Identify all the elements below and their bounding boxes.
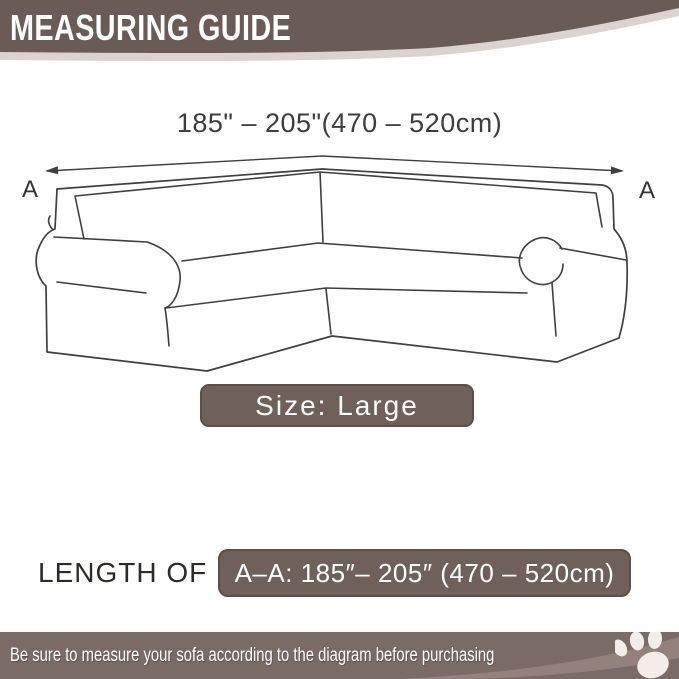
page-title: MEASURING GUIDE (10, 7, 292, 48)
size-badge (200, 384, 474, 427)
length-section (0, 549, 679, 597)
left-end-marker: A (21, 176, 39, 203)
size-badge-label: Size: Large (255, 389, 419, 421)
header-banner (0, 0, 679, 70)
right-end-marker: A (638, 177, 656, 204)
footer-note: Be sure to measure your sofa according to the diagram before purchasing (10, 645, 495, 666)
footer-banner (0, 632, 679, 679)
corner-sofa-drawing (36, 169, 627, 371)
paw-print-icon (615, 632, 679, 679)
length-label: LENGTH OF (38, 557, 208, 588)
length-value: A–A: 185″– 205″ (470 – 520cm) (234, 557, 615, 588)
length-value-pill (218, 549, 631, 597)
width-measurement-label: 185" – 205"(470 – 520cm) (176, 108, 503, 138)
sofa-measurement-diagram (0, 140, 679, 390)
